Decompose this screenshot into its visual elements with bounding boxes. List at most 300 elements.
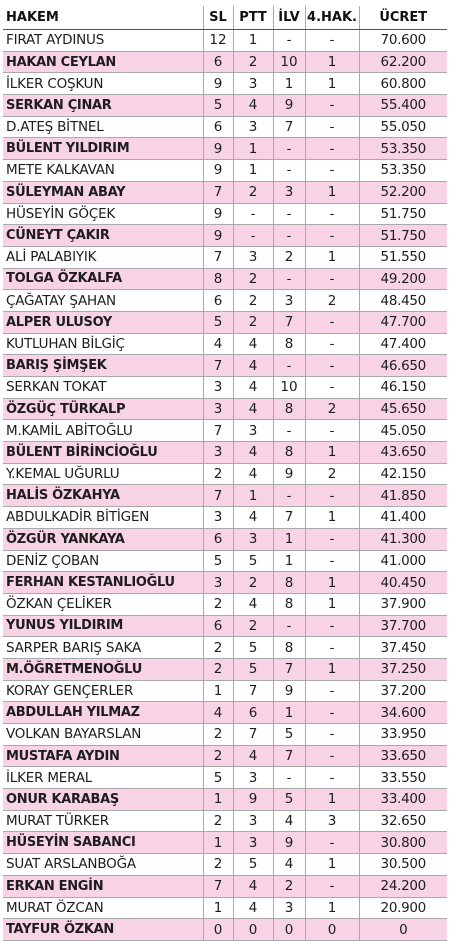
ptt-cell: 5 bbox=[233, 854, 273, 876]
table-row bbox=[3, 398, 447, 420]
ptt-cell: 5 bbox=[233, 637, 273, 659]
fourth-official-cell: 1 bbox=[305, 593, 359, 615]
sl-cell: 2 bbox=[203, 463, 233, 485]
sl-cell: 12 bbox=[203, 30, 233, 52]
table-header bbox=[3, 6, 447, 30]
ptt-cell: 3 bbox=[233, 420, 273, 442]
ilv-cell: 2 bbox=[273, 246, 305, 268]
ilv-cell: 7 bbox=[273, 311, 305, 333]
referee-name-cell: MUSTAFA AYDIN bbox=[3, 745, 203, 767]
ptt-cell: 2 bbox=[233, 615, 273, 637]
ilv-cell: 10 bbox=[273, 51, 305, 73]
fee-cell: 40.450 bbox=[359, 572, 447, 594]
fourth-official-cell: 1 bbox=[305, 658, 359, 680]
fee-cell: 62.200 bbox=[359, 51, 447, 73]
referee-name-cell: HAKAN CEYLAN bbox=[3, 51, 203, 73]
fourth-official-cell: 2 bbox=[305, 290, 359, 312]
ilv-cell: - bbox=[273, 615, 305, 637]
sl-cell: 7 bbox=[203, 420, 233, 442]
referee-name-cell: HÜSEYİN GÖÇEK bbox=[3, 203, 203, 225]
fourth-official-cell: 2 bbox=[305, 463, 359, 485]
sl-cell: 9 bbox=[203, 160, 233, 182]
fourth-official-cell: 2 bbox=[305, 398, 359, 420]
table-row bbox=[3, 680, 447, 702]
ptt-cell: 2 bbox=[233, 51, 273, 73]
table-row bbox=[3, 181, 447, 203]
fee-cell: 48.450 bbox=[359, 290, 447, 312]
ilv-cell: - bbox=[273, 225, 305, 247]
ptt-cell: 3 bbox=[233, 767, 273, 789]
sl-cell: 4 bbox=[203, 702, 233, 724]
fee-cell: 45.650 bbox=[359, 398, 447, 420]
table-row bbox=[3, 333, 447, 355]
column-header-fourth-official: 4.HAK. bbox=[305, 6, 359, 30]
ptt-cell: 7 bbox=[233, 680, 273, 702]
ptt-cell: 5 bbox=[233, 658, 273, 680]
sl-cell: 1 bbox=[203, 680, 233, 702]
fee-cell: 20.900 bbox=[359, 897, 447, 919]
ptt-cell: 4 bbox=[233, 377, 273, 399]
fourth-official-cell: - bbox=[305, 680, 359, 702]
referee-name-cell: M.KAMİL ABİTOĞLU bbox=[3, 420, 203, 442]
table-row bbox=[3, 290, 447, 312]
fee-cell: 55.050 bbox=[359, 116, 447, 138]
fourth-official-cell: - bbox=[305, 724, 359, 746]
ilv-cell: 4 bbox=[273, 854, 305, 876]
referee-fee-table-container bbox=[3, 0, 447, 941]
fee-cell: 70.600 bbox=[359, 30, 447, 52]
ptt-cell: 4 bbox=[233, 593, 273, 615]
referee-name-cell: VOLKAN BAYARSLAN bbox=[3, 724, 203, 746]
sl-cell: 3 bbox=[203, 442, 233, 464]
sl-cell: 5 bbox=[203, 550, 233, 572]
table-row bbox=[3, 593, 447, 615]
table-row bbox=[3, 463, 447, 485]
sl-cell: 5 bbox=[203, 311, 233, 333]
fee-cell: 33.400 bbox=[359, 789, 447, 811]
sl-cell: 7 bbox=[203, 246, 233, 268]
table-row bbox=[3, 203, 447, 225]
fourth-official-cell: - bbox=[305, 767, 359, 789]
table-row bbox=[3, 138, 447, 160]
fee-cell: 53.350 bbox=[359, 160, 447, 182]
sl-cell: 2 bbox=[203, 724, 233, 746]
referee-name-cell: SUAT ARSLANBOĞA bbox=[3, 854, 203, 876]
sl-cell: 1 bbox=[203, 789, 233, 811]
fourth-official-cell: 1 bbox=[305, 51, 359, 73]
ilv-cell: - bbox=[273, 355, 305, 377]
ilv-cell: 5 bbox=[273, 789, 305, 811]
fourth-official-cell: 1 bbox=[305, 442, 359, 464]
sl-cell: 0 bbox=[203, 919, 233, 941]
table-row bbox=[3, 355, 447, 377]
referee-name-cell: ÖZKAN ÇELİKER bbox=[3, 593, 203, 615]
fourth-official-cell: - bbox=[305, 311, 359, 333]
ilv-cell: 4 bbox=[273, 810, 305, 832]
fee-cell: 45.050 bbox=[359, 420, 447, 442]
sl-cell: 9 bbox=[203, 73, 233, 95]
table-row bbox=[3, 116, 447, 138]
header-row bbox=[3, 6, 447, 30]
sl-cell: 7 bbox=[203, 181, 233, 203]
ilv-cell: 5 bbox=[273, 724, 305, 746]
sl-cell: 7 bbox=[203, 485, 233, 507]
ilv-cell: 9 bbox=[273, 832, 305, 854]
fourth-official-cell: - bbox=[305, 485, 359, 507]
referee-name-cell: FERHAN KESTANLIOĞLU bbox=[3, 572, 203, 594]
fourth-official-cell: - bbox=[305, 30, 359, 52]
table-row bbox=[3, 789, 447, 811]
fee-cell: 37.200 bbox=[359, 680, 447, 702]
referee-name-cell: ERKAN ENGİN bbox=[3, 875, 203, 897]
referee-name-cell: ONUR KARABAŞ bbox=[3, 789, 203, 811]
ilv-cell: - bbox=[273, 30, 305, 52]
fee-cell: 33.650 bbox=[359, 745, 447, 767]
fee-cell: 43.650 bbox=[359, 442, 447, 464]
sl-cell: 2 bbox=[203, 854, 233, 876]
table-row bbox=[3, 897, 447, 919]
table-row bbox=[3, 810, 447, 832]
fourth-official-cell: 1 bbox=[305, 572, 359, 594]
ptt-cell: 6 bbox=[233, 702, 273, 724]
sl-cell: 3 bbox=[203, 377, 233, 399]
ilv-cell: 7 bbox=[273, 507, 305, 529]
sl-cell: 9 bbox=[203, 138, 233, 160]
fee-cell: 49.200 bbox=[359, 268, 447, 290]
fee-cell: 33.550 bbox=[359, 767, 447, 789]
sl-cell: 4 bbox=[203, 333, 233, 355]
table-body bbox=[3, 30, 447, 941]
ptt-cell: 4 bbox=[233, 442, 273, 464]
ptt-cell: - bbox=[233, 225, 273, 247]
fee-cell: 37.900 bbox=[359, 593, 447, 615]
fee-cell: 32.650 bbox=[359, 810, 447, 832]
sl-cell: 7 bbox=[203, 355, 233, 377]
table-row bbox=[3, 442, 447, 464]
table-row bbox=[3, 832, 447, 854]
ptt-cell: 5 bbox=[233, 550, 273, 572]
referee-name-cell: DENİZ ÇOBAN bbox=[3, 550, 203, 572]
referee-name-cell: YUNUS YILDIRIM bbox=[3, 615, 203, 637]
referee-name-cell: İLKER COŞKUN bbox=[3, 73, 203, 95]
fourth-official-cell: - bbox=[305, 268, 359, 290]
table-row bbox=[3, 745, 447, 767]
ptt-cell: 4 bbox=[233, 897, 273, 919]
fourth-official-cell: - bbox=[305, 875, 359, 897]
ilv-cell: 7 bbox=[273, 658, 305, 680]
ptt-cell: 3 bbox=[233, 246, 273, 268]
ilv-cell: 3 bbox=[273, 181, 305, 203]
ilv-cell: 7 bbox=[273, 745, 305, 767]
fourth-official-cell: - bbox=[305, 138, 359, 160]
fourth-official-cell: - bbox=[305, 615, 359, 637]
fourth-official-cell: - bbox=[305, 225, 359, 247]
ptt-cell: 2 bbox=[233, 572, 273, 594]
sl-cell: 6 bbox=[203, 51, 233, 73]
referee-name-cell: KUTLUHAN BİLGİÇ bbox=[3, 333, 203, 355]
table-row bbox=[3, 160, 447, 182]
fourth-official-cell: - bbox=[305, 355, 359, 377]
referee-name-cell: HÜSEYİN SABANCI bbox=[3, 832, 203, 854]
sl-cell: 5 bbox=[203, 95, 233, 117]
referee-name-cell: ALPER ULUSOY bbox=[3, 311, 203, 333]
fourth-official-cell: 0 bbox=[305, 919, 359, 941]
ilv-cell: 9 bbox=[273, 463, 305, 485]
table-row bbox=[3, 724, 447, 746]
table-row bbox=[3, 377, 447, 399]
fee-cell: 30.500 bbox=[359, 854, 447, 876]
fee-cell: 30.800 bbox=[359, 832, 447, 854]
fee-cell: 42.150 bbox=[359, 463, 447, 485]
sl-cell: 7 bbox=[203, 875, 233, 897]
referee-name-cell: D.ATEŞ BİTNEL bbox=[3, 116, 203, 138]
sl-cell: 3 bbox=[203, 572, 233, 594]
table-row bbox=[3, 615, 447, 637]
sl-cell: 6 bbox=[203, 615, 233, 637]
referee-fee-table bbox=[3, 6, 447, 941]
fourth-official-cell: 3 bbox=[305, 810, 359, 832]
column-header-sl: SL bbox=[203, 6, 233, 30]
fourth-official-cell: - bbox=[305, 420, 359, 442]
ilv-cell: - bbox=[273, 485, 305, 507]
table-row bbox=[3, 637, 447, 659]
sl-cell: 1 bbox=[203, 897, 233, 919]
ptt-cell: 3 bbox=[233, 832, 273, 854]
table-row bbox=[3, 225, 447, 247]
ilv-cell: 7 bbox=[273, 116, 305, 138]
ilv-cell: 8 bbox=[273, 398, 305, 420]
fourth-official-cell: 1 bbox=[305, 181, 359, 203]
fee-cell: 34.600 bbox=[359, 702, 447, 724]
table-row bbox=[3, 572, 447, 594]
fee-cell: 47.400 bbox=[359, 333, 447, 355]
fee-cell: 60.800 bbox=[359, 73, 447, 95]
table-row bbox=[3, 30, 447, 52]
ptt-cell: 4 bbox=[233, 507, 273, 529]
ptt-cell: 2 bbox=[233, 290, 273, 312]
fourth-official-cell: - bbox=[305, 702, 359, 724]
fourth-official-cell: 1 bbox=[305, 789, 359, 811]
referee-name-cell: ABDULKADİR BİTİGEN bbox=[3, 507, 203, 529]
fee-cell: 0 bbox=[359, 919, 447, 941]
sl-cell: 2 bbox=[203, 593, 233, 615]
referee-name-cell: ÖZGÜR YANKAYA bbox=[3, 528, 203, 550]
fee-cell: 51.750 bbox=[359, 225, 447, 247]
fee-cell: 46.650 bbox=[359, 355, 447, 377]
sl-cell: 2 bbox=[203, 745, 233, 767]
fee-cell: 37.450 bbox=[359, 637, 447, 659]
sl-cell: 1 bbox=[203, 832, 233, 854]
ptt-cell: 7 bbox=[233, 724, 273, 746]
sl-cell: 3 bbox=[203, 398, 233, 420]
ilv-cell: 1 bbox=[273, 528, 305, 550]
referee-name-cell: SERKAN ÇINAR bbox=[3, 95, 203, 117]
referee-name-cell: KORAY GENÇERLER bbox=[3, 680, 203, 702]
fourth-official-cell: 1 bbox=[305, 854, 359, 876]
ilv-cell: 3 bbox=[273, 897, 305, 919]
referee-name-cell: BÜLENT BİRİNCİOĞLU bbox=[3, 442, 203, 464]
sl-cell: 6 bbox=[203, 116, 233, 138]
column-header-ilv: İLV bbox=[273, 6, 305, 30]
table-row bbox=[3, 485, 447, 507]
referee-name-cell: ÖZGÜÇ TÜRKALP bbox=[3, 398, 203, 420]
fee-cell: 37.250 bbox=[359, 658, 447, 680]
ilv-cell: - bbox=[273, 160, 305, 182]
fee-cell: 52.200 bbox=[359, 181, 447, 203]
ptt-cell: 4 bbox=[233, 463, 273, 485]
referee-name-cell: SARPER BARIŞ SAKA bbox=[3, 637, 203, 659]
table-row bbox=[3, 658, 447, 680]
ptt-cell: 3 bbox=[233, 810, 273, 832]
table-row bbox=[3, 246, 447, 268]
ptt-cell: 4 bbox=[233, 355, 273, 377]
referee-name-cell: Y.KEMAL UĞURLU bbox=[3, 463, 203, 485]
ptt-cell: 9 bbox=[233, 789, 273, 811]
sl-cell: 8 bbox=[203, 268, 233, 290]
ilv-cell: 8 bbox=[273, 442, 305, 464]
sl-cell: 5 bbox=[203, 767, 233, 789]
fee-cell: 41.300 bbox=[359, 528, 447, 550]
ptt-cell: 3 bbox=[233, 73, 273, 95]
referee-name-cell: ÇAĞATAY ŞAHAN bbox=[3, 290, 203, 312]
fee-cell: 33.950 bbox=[359, 724, 447, 746]
table-row bbox=[3, 875, 447, 897]
table-row bbox=[3, 702, 447, 724]
fee-cell: 53.350 bbox=[359, 138, 447, 160]
ptt-cell: 1 bbox=[233, 160, 273, 182]
sl-cell: 9 bbox=[203, 225, 233, 247]
referee-name-cell: BARIŞ ŞİMŞEK bbox=[3, 355, 203, 377]
referee-name-cell: FIRAT AYDINUS bbox=[3, 30, 203, 52]
ptt-cell: 1 bbox=[233, 485, 273, 507]
ptt-cell: 4 bbox=[233, 95, 273, 117]
fee-cell: 24.200 bbox=[359, 875, 447, 897]
column-header-referee: HAKEM bbox=[3, 6, 203, 30]
referee-name-cell: TOLGA ÖZKALFA bbox=[3, 268, 203, 290]
table-row bbox=[3, 528, 447, 550]
ptt-cell: 2 bbox=[233, 311, 273, 333]
ilv-cell: 9 bbox=[273, 680, 305, 702]
referee-name-cell: METE KALKAVAN bbox=[3, 160, 203, 182]
ptt-cell: 3 bbox=[233, 528, 273, 550]
ilv-cell: - bbox=[273, 203, 305, 225]
fee-cell: 41.850 bbox=[359, 485, 447, 507]
table-row bbox=[3, 854, 447, 876]
fourth-official-cell: - bbox=[305, 377, 359, 399]
table-row bbox=[3, 550, 447, 572]
fee-cell: 41.000 bbox=[359, 550, 447, 572]
table-row bbox=[3, 51, 447, 73]
ilv-cell: 8 bbox=[273, 637, 305, 659]
fourth-official-cell: 1 bbox=[305, 73, 359, 95]
ilv-cell: 2 bbox=[273, 875, 305, 897]
fourth-official-cell: - bbox=[305, 116, 359, 138]
sl-cell: 6 bbox=[203, 290, 233, 312]
fee-cell: 55.400 bbox=[359, 95, 447, 117]
fourth-official-cell: - bbox=[305, 637, 359, 659]
fee-cell: 41.400 bbox=[359, 507, 447, 529]
fourth-official-cell: - bbox=[305, 160, 359, 182]
ptt-cell: 4 bbox=[233, 333, 273, 355]
ilv-cell: - bbox=[273, 767, 305, 789]
fourth-official-cell: - bbox=[305, 333, 359, 355]
table-row bbox=[3, 95, 447, 117]
fourth-official-cell: - bbox=[305, 528, 359, 550]
ilv-cell: - bbox=[273, 268, 305, 290]
ilv-cell: 3 bbox=[273, 290, 305, 312]
fourth-official-cell: - bbox=[305, 832, 359, 854]
ilv-cell: 10 bbox=[273, 377, 305, 399]
ptt-cell: 4 bbox=[233, 875, 273, 897]
sl-cell: 2 bbox=[203, 810, 233, 832]
ilv-cell: 8 bbox=[273, 593, 305, 615]
fee-cell: 47.700 bbox=[359, 311, 447, 333]
fourth-official-cell: 1 bbox=[305, 507, 359, 529]
table-row bbox=[3, 268, 447, 290]
ptt-cell: 4 bbox=[233, 745, 273, 767]
ptt-cell: 1 bbox=[233, 30, 273, 52]
referee-name-cell: BÜLENT YILDIRIM bbox=[3, 138, 203, 160]
fee-cell: 51.750 bbox=[359, 203, 447, 225]
referee-name-cell: SÜLEYMAN ABAY bbox=[3, 181, 203, 203]
fee-cell: 46.150 bbox=[359, 377, 447, 399]
referee-name-cell: MURAT TÜRKER bbox=[3, 810, 203, 832]
column-header-fee: ÜCRET bbox=[359, 6, 447, 30]
ilv-cell: 1 bbox=[273, 550, 305, 572]
referee-name-cell: M.ÖĞRETMENOĞLU bbox=[3, 658, 203, 680]
table-row bbox=[3, 507, 447, 529]
ilv-cell: 9 bbox=[273, 95, 305, 117]
sl-cell: 9 bbox=[203, 203, 233, 225]
ptt-cell: 3 bbox=[233, 116, 273, 138]
fee-cell: 37.700 bbox=[359, 615, 447, 637]
ptt-cell: - bbox=[233, 203, 273, 225]
fourth-official-cell: - bbox=[305, 745, 359, 767]
table-row bbox=[3, 420, 447, 442]
column-header-ptt: PTT bbox=[233, 6, 273, 30]
sl-cell: 2 bbox=[203, 637, 233, 659]
sl-cell: 3 bbox=[203, 507, 233, 529]
table-row bbox=[3, 311, 447, 333]
ptt-cell: 2 bbox=[233, 181, 273, 203]
ptt-cell: 4 bbox=[233, 398, 273, 420]
ptt-cell: 2 bbox=[233, 268, 273, 290]
referee-name-cell: SERKAN TOKAT bbox=[3, 377, 203, 399]
ilv-cell: - bbox=[273, 138, 305, 160]
table-row bbox=[3, 919, 447, 941]
referee-name-cell: HALİS ÖZKAHYA bbox=[3, 485, 203, 507]
table-row bbox=[3, 767, 447, 789]
referee-name-cell: CÜNEYT ÇAKIR bbox=[3, 225, 203, 247]
fourth-official-cell: - bbox=[305, 550, 359, 572]
referee-name-cell: İLKER MERAL bbox=[3, 767, 203, 789]
ilv-cell: 8 bbox=[273, 333, 305, 355]
fourth-official-cell: 1 bbox=[305, 897, 359, 919]
referee-name-cell: TAYFUR ÖZKAN bbox=[3, 919, 203, 941]
ilv-cell: 0 bbox=[273, 919, 305, 941]
fourth-official-cell: - bbox=[305, 95, 359, 117]
ilv-cell: 1 bbox=[273, 702, 305, 724]
sl-cell: 6 bbox=[203, 528, 233, 550]
sl-cell: 2 bbox=[203, 658, 233, 680]
fourth-official-cell: - bbox=[305, 203, 359, 225]
ilv-cell: - bbox=[273, 420, 305, 442]
ptt-cell: 0 bbox=[233, 919, 273, 941]
referee-name-cell: ALİ PALABIYIK bbox=[3, 246, 203, 268]
ptt-cell: 1 bbox=[233, 138, 273, 160]
fourth-official-cell: 1 bbox=[305, 246, 359, 268]
fee-cell: 51.550 bbox=[359, 246, 447, 268]
